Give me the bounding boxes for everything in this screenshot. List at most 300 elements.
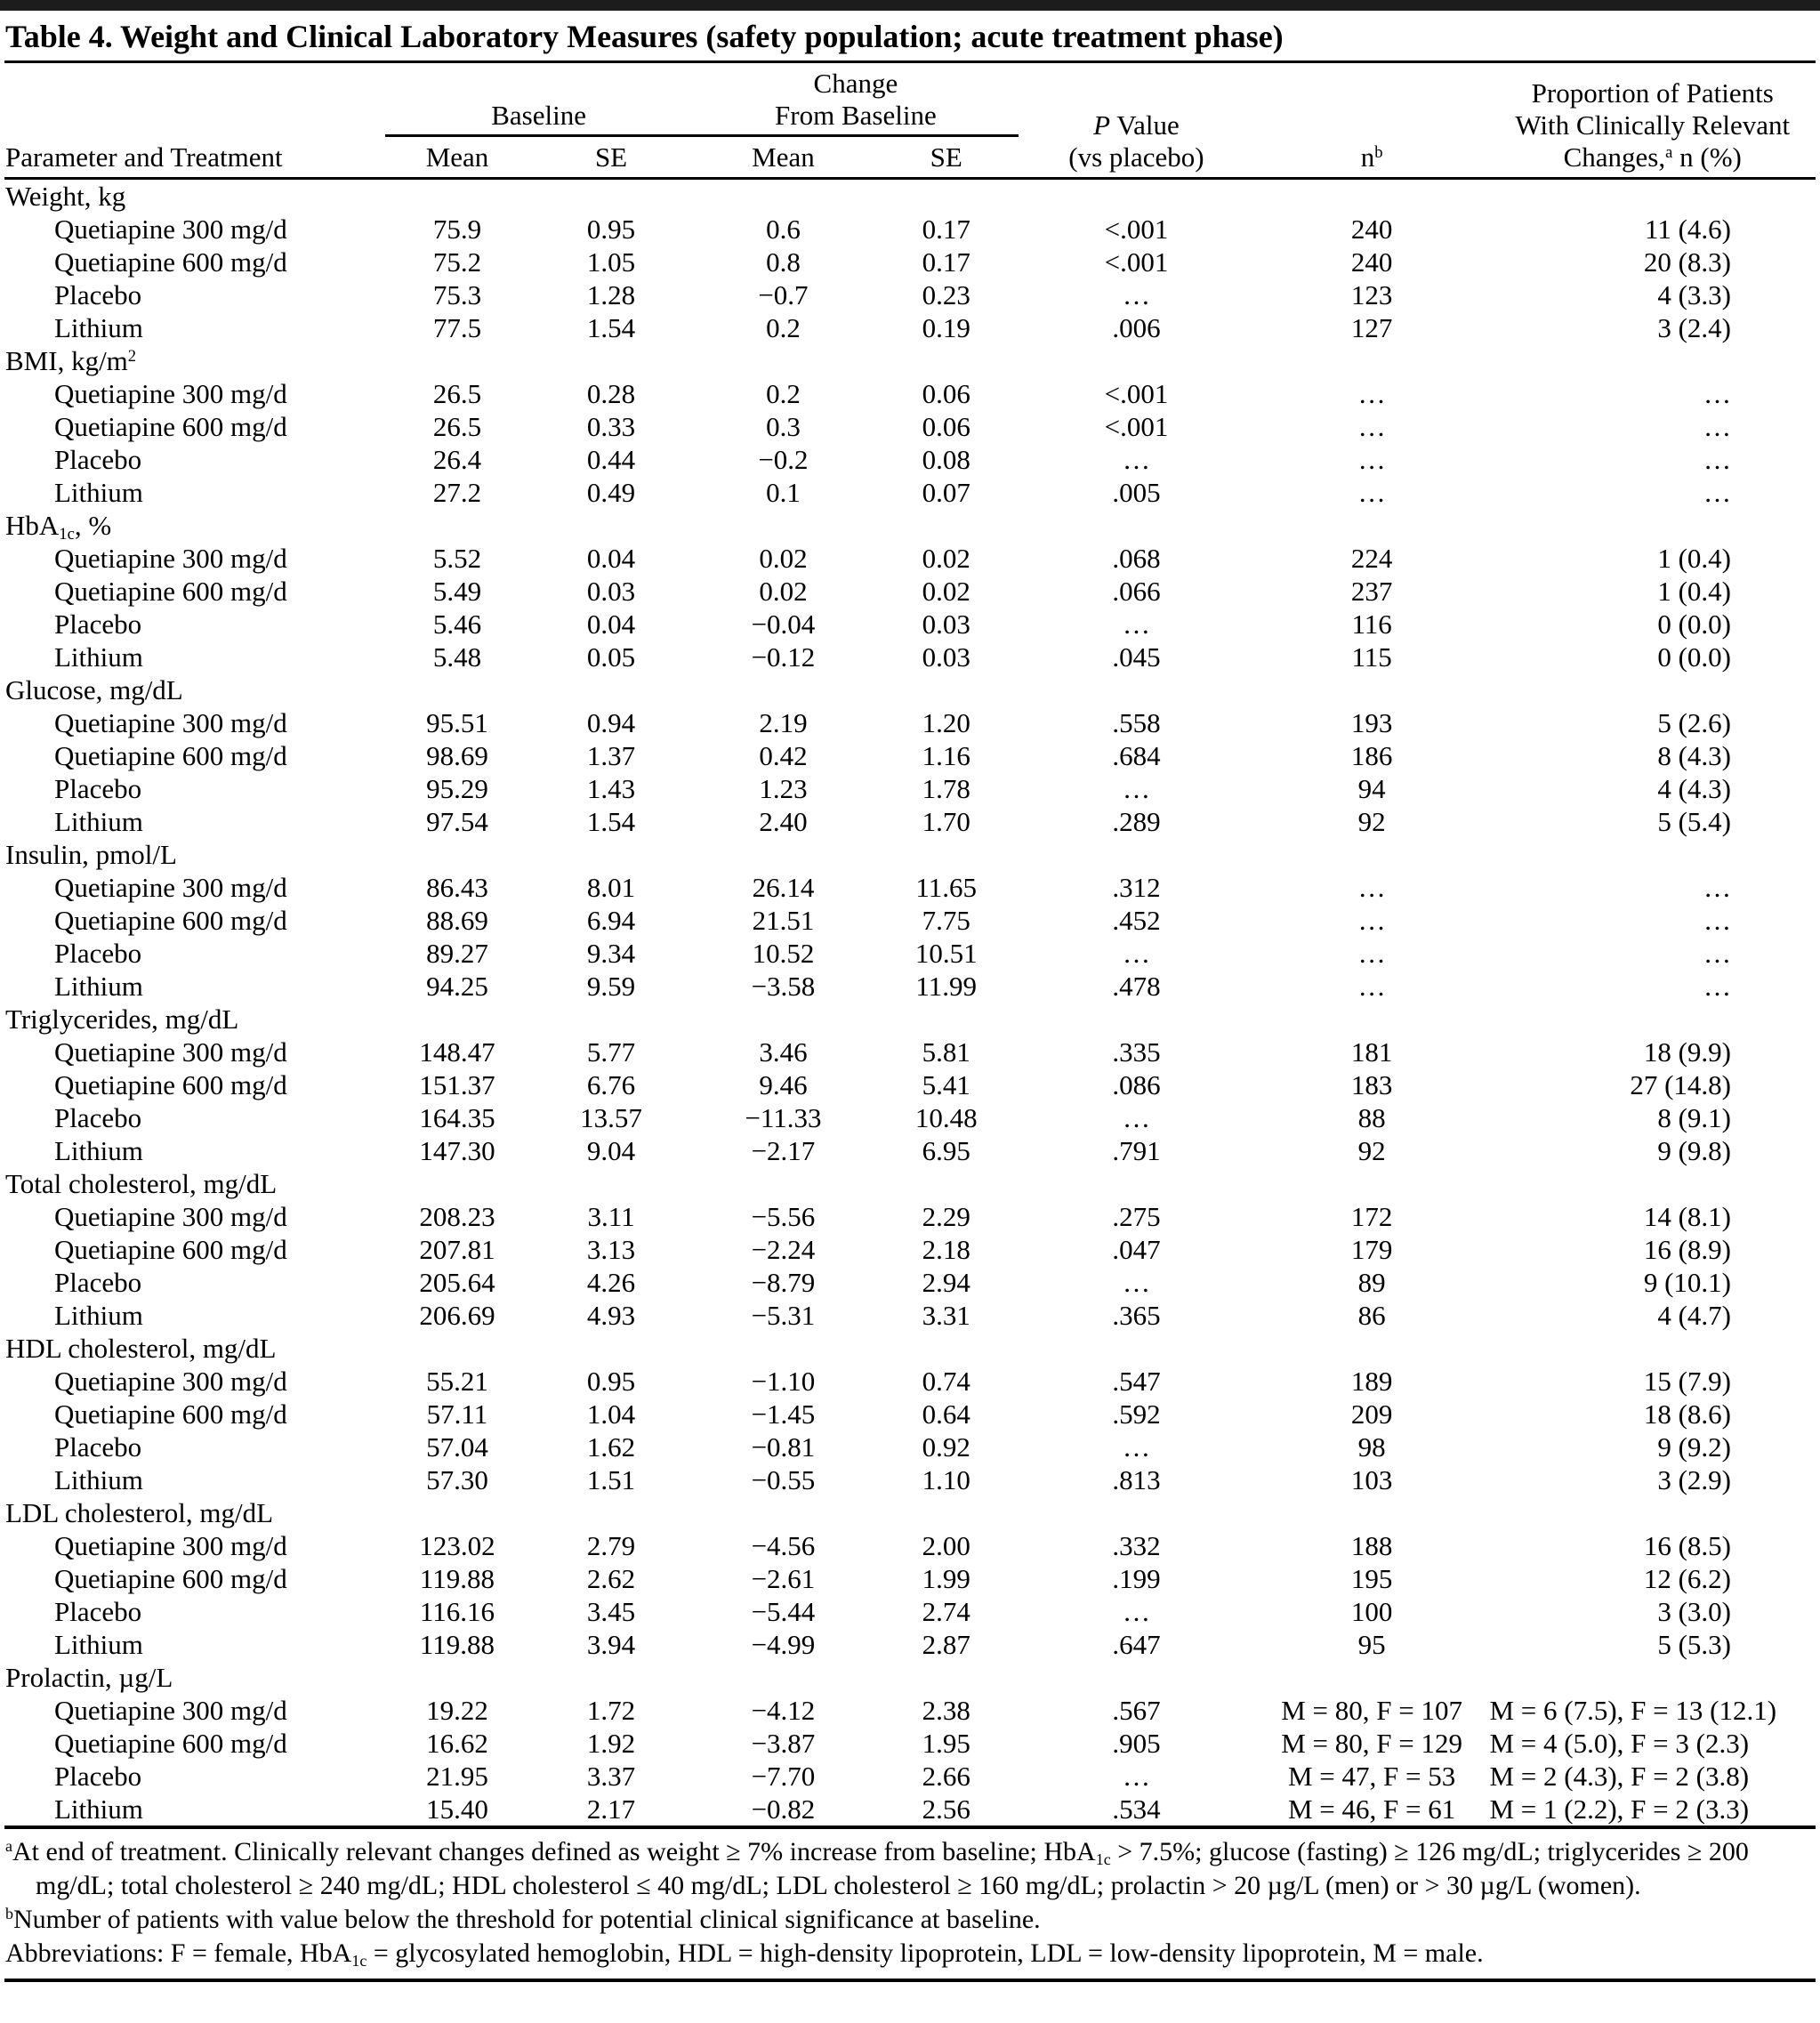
- baseline-se-cell: 0.05: [586, 641, 636, 673]
- p-value-header-italic-p: P: [1093, 109, 1111, 141]
- treatment-label: Placebo: [54, 1761, 142, 1792]
- p-value-cell: .045: [1112, 641, 1161, 673]
- baseline-mean-cell: 21.95: [426, 1761, 488, 1792]
- change-se-cell: 2.18: [922, 1234, 970, 1265]
- n-cell: 89: [1357, 1267, 1386, 1298]
- change-mean-cell: 0.2: [766, 312, 801, 343]
- parameter-group-row: [4, 1003, 1816, 1036]
- n-cell: 172: [1350, 1201, 1393, 1232]
- parameter-group-label: [4, 509, 1816, 542]
- n-cell: 95: [1357, 1629, 1386, 1660]
- change-mean-cell: −7.70: [751, 1761, 816, 1792]
- baseline-se-cell: 3.11: [587, 1201, 635, 1232]
- n-cell: 195: [1350, 1563, 1393, 1594]
- baseline-mean-cell: 164.35: [419, 1102, 495, 1133]
- baseline-se-cell: 0.95: [586, 1366, 636, 1397]
- change-se-cell: 1.78: [922, 773, 970, 804]
- n-cell: 179: [1350, 1234, 1393, 1265]
- parameter-group-label-superscript: 2: [127, 346, 137, 366]
- column-header-change-se: SE: [874, 136, 1019, 179]
- parameter-group-row: [4, 344, 1816, 377]
- data-row: [4, 871, 1816, 904]
- proportion-cell: 18 (8.6): [1643, 1398, 1731, 1430]
- p-value-header-rest: Value: [1110, 109, 1180, 141]
- p-value-cell: …: [1122, 773, 1150, 804]
- treatment-label: Quetiapine 300 mg/d: [54, 543, 287, 574]
- treatment-label: Lithium: [54, 641, 143, 673]
- baseline-mean-cell: 75.2: [432, 246, 482, 278]
- data-row: [4, 246, 1816, 278]
- data-row: [4, 1299, 1816, 1332]
- column-header-n: [1254, 63, 1490, 179]
- n-cell: 127: [1350, 312, 1393, 343]
- p-value-cell: .547: [1112, 1366, 1161, 1397]
- baseline-mean-cell: 77.5: [432, 312, 482, 343]
- n-cell: 116: [1351, 609, 1392, 640]
- treatment-label: Quetiapine 600 mg/d: [54, 740, 287, 771]
- table-body: [4, 179, 1816, 1828]
- p-value-cell: <.001: [1104, 378, 1169, 409]
- n-cell: M = 80, F = 129: [1281, 1728, 1463, 1759]
- n-cell: 92: [1357, 1135, 1386, 1166]
- treatment-label: Quetiapine 300 mg/d: [54, 872, 287, 903]
- baseline-mean-cell: 88.69: [426, 905, 488, 936]
- data-row: [4, 1200, 1816, 1233]
- baseline-mean-cell: 207.81: [419, 1234, 495, 1265]
- baseline-se-cell: 1.92: [586, 1728, 636, 1759]
- change-se-cell: 1.16: [922, 740, 970, 771]
- proportion-cell: 1 (0.4): [1657, 543, 1731, 574]
- change-se-cell: 1.99: [922, 1563, 970, 1594]
- change-se-cell: 11.99: [915, 971, 977, 1002]
- n-cell: 193: [1350, 707, 1393, 738]
- p-value-cell: .905: [1112, 1728, 1161, 1759]
- change-mean-cell: −0.82: [751, 1793, 816, 1825]
- data-row: [4, 1727, 1816, 1760]
- clinical-measures-table: [4, 63, 1816, 1829]
- baseline-se-cell: 6.94: [586, 905, 636, 936]
- p-value-cell: <.001: [1104, 411, 1169, 442]
- treatment-label: Placebo: [54, 773, 142, 804]
- baseline-mean-cell: 16.62: [426, 1728, 488, 1759]
- treatment-label: Quetiapine 600 mg/d: [54, 411, 287, 442]
- n-cell: 123: [1350, 279, 1393, 310]
- parameter-group-label-text-end: , %: [74, 510, 112, 541]
- column-header-p-value: [1019, 63, 1254, 179]
- n-cell: 224: [1350, 543, 1393, 574]
- change-se-cell: 1.95: [922, 1728, 970, 1759]
- baseline-mean-cell: 205.64: [419, 1267, 495, 1298]
- baseline-se-cell: 1.51: [586, 1464, 636, 1495]
- change-mean-cell: −8.79: [751, 1267, 816, 1298]
- treatment-label: Quetiapine 300 mg/d: [54, 1530, 287, 1561]
- change-mean-cell: −2.61: [751, 1563, 816, 1594]
- change-mean-cell: −4.99: [751, 1629, 816, 1660]
- p-value-cell: .332: [1112, 1530, 1161, 1561]
- baseline-mean-cell: 57.04: [426, 1431, 488, 1463]
- treatment-label: Placebo: [54, 1102, 142, 1133]
- n-cell: …: [1357, 971, 1386, 1002]
- data-row: [4, 1134, 1816, 1167]
- proportion-cell: 0 (0.0): [1657, 609, 1731, 640]
- proportion-cell: 12 (6.2): [1643, 1563, 1731, 1594]
- data-row: [4, 1036, 1816, 1068]
- proportion-cell: 5 (5.3): [1657, 1629, 1731, 1660]
- footnote-a: [5, 1835, 1814, 1903]
- change-mean-cell: −3.87: [751, 1728, 816, 1759]
- change-mean-cell: −5.31: [751, 1300, 816, 1331]
- p-value-header-line2: (vs placebo): [1068, 141, 1204, 173]
- p-value-cell: <.001: [1104, 214, 1169, 245]
- abbreviations-text-pre: Abbreviations: F = female, HbA: [5, 1938, 352, 1968]
- baseline-mean-cell: 75.3: [432, 279, 482, 310]
- parameter-group-label-text: Insulin, pmol/L: [5, 839, 177, 870]
- p-value-cell: .684: [1112, 740, 1161, 771]
- proportion-header-line1: Proportion of Patients: [1531, 77, 1774, 109]
- n-cell: 86: [1357, 1300, 1386, 1331]
- p-value-cell: .813: [1112, 1464, 1161, 1495]
- change-mean-cell: −4.12: [751, 1695, 816, 1726]
- treatment-label: Quetiapine 300 mg/d: [54, 1695, 287, 1726]
- change-mean-cell: 1.23: [759, 773, 808, 804]
- p-value-cell: .199: [1112, 1563, 1161, 1594]
- p-value-cell: …: [1122, 1761, 1150, 1792]
- parameter-group-label: [4, 1661, 1816, 1694]
- parameter-group-label-text: Glucose, mg/dL: [5, 674, 183, 705]
- treatment-label: Lithium: [54, 477, 143, 508]
- baseline-mean-cell: 75.9: [432, 214, 482, 245]
- parameter-group-label: [4, 1167, 1816, 1200]
- n-cell: 88: [1357, 1102, 1386, 1133]
- change-mean-cell: 0.8: [766, 246, 801, 278]
- baseline-se-cell: 4.93: [586, 1300, 636, 1331]
- n-cell: …: [1357, 444, 1386, 475]
- p-value-cell: .289: [1112, 806, 1161, 837]
- change-se-cell: 3.31: [922, 1300, 970, 1331]
- change-group-label-line1: Change: [813, 68, 898, 99]
- n-cell: …: [1357, 872, 1386, 903]
- p-value-cell: .478: [1112, 971, 1161, 1002]
- baseline-mean-cell: 95.51: [426, 707, 488, 738]
- p-value-cell: .312: [1112, 872, 1161, 903]
- baseline-se-cell: 2.17: [586, 1793, 636, 1825]
- n-cell: 183: [1350, 1069, 1393, 1100]
- change-se-cell: 0.03: [922, 609, 970, 640]
- baseline-mean-cell: 57.11: [426, 1398, 488, 1430]
- table-header: [4, 63, 1816, 179]
- treatment-label: Placebo: [54, 1267, 142, 1298]
- baseline-mean-cell: 19.22: [426, 1695, 488, 1726]
- data-row: [4, 1595, 1816, 1628]
- top-rule-bar: [0, 0, 1820, 11]
- n-cell: 186: [1350, 740, 1393, 771]
- n-cell: M = 46, F = 61: [1287, 1793, 1456, 1825]
- change-mean-cell: −2.24: [751, 1234, 816, 1265]
- baseline-se-cell: 1.62: [586, 1431, 636, 1463]
- change-mean-cell: −0.55: [751, 1464, 816, 1495]
- change-mean-cell: 0.2: [766, 378, 801, 409]
- treatment-label: Lithium: [54, 1135, 143, 1166]
- p-value-cell: .086: [1112, 1069, 1161, 1100]
- change-se-cell: 2.29: [922, 1201, 970, 1232]
- change-mean-cell: 0.02: [759, 576, 808, 607]
- data-row: [4, 1529, 1816, 1562]
- baseline-se-cell: 0.44: [586, 444, 636, 475]
- treatment-label: Lithium: [54, 971, 143, 1002]
- change-se-cell: 0.06: [922, 411, 970, 442]
- n-cell: 240: [1350, 246, 1393, 278]
- baseline-se-cell: 0.33: [586, 411, 636, 442]
- baseline-mean-cell: 98.69: [426, 740, 488, 771]
- column-group-change-from-baseline: [693, 63, 1019, 136]
- baseline-mean-cell: 123.02: [419, 1530, 495, 1561]
- column-group-baseline: [385, 63, 693, 136]
- baseline-mean-cell: 26.4: [432, 444, 482, 475]
- change-se-cell: 0.23: [922, 279, 970, 310]
- proportion-cell: 27 (14.8): [1630, 1069, 1731, 1100]
- p-value-cell: .006: [1112, 312, 1161, 343]
- change-mean-cell: 21.51: [752, 905, 815, 936]
- change-se-cell: 0.17: [922, 246, 970, 278]
- n-cell: 94: [1357, 773, 1386, 804]
- baseline-mean-cell: 116.16: [419, 1596, 495, 1627]
- p-value-cell: …: [1122, 609, 1150, 640]
- parameter-group-label-text: Triglycerides, mg/dL: [5, 1003, 239, 1035]
- change-se-cell: 0.19: [922, 312, 970, 343]
- proportion-cell: 16 (8.9): [1643, 1234, 1731, 1265]
- baseline-se-cell: 1.43: [586, 773, 636, 804]
- baseline-mean-cell: 5.46: [432, 609, 482, 640]
- baseline-se-cell: 2.62: [586, 1563, 636, 1594]
- baseline-mean-cell: 208.23: [419, 1201, 495, 1232]
- treatment-label: Quetiapine 300 mg/d: [54, 214, 287, 245]
- p-value-cell: …: [1122, 938, 1150, 969]
- change-se-cell: 2.56: [922, 1793, 970, 1825]
- proportion-header-line3: Changes,: [1563, 141, 1666, 173]
- baseline-mean-cell: 119.88: [419, 1629, 495, 1660]
- proportion-cell: M = 2 (4.3), F = 2 (3.8): [1489, 1761, 1750, 1792]
- data-row: [4, 575, 1816, 608]
- change-se-cell: 2.38: [922, 1695, 970, 1726]
- treatment-label: Quetiapine 600 mg/d: [54, 1069, 287, 1100]
- data-row: [4, 1365, 1816, 1398]
- treatment-label: Quetiapine 600 mg/d: [54, 1398, 287, 1430]
- footnote-b-marker: b: [5, 1905, 13, 1923]
- change-se-cell: 0.02: [922, 576, 970, 607]
- data-row: [4, 706, 1816, 739]
- n-cell: …: [1357, 411, 1386, 442]
- parameter-group-label: [4, 1496, 1816, 1529]
- p-value-cell: …: [1122, 1102, 1150, 1133]
- p-value-cell: .791: [1112, 1135, 1161, 1166]
- proportion-cell: 3 (2.4): [1657, 312, 1731, 343]
- baseline-se-cell: 6.76: [586, 1069, 636, 1100]
- p-value-cell: …: [1122, 1267, 1150, 1298]
- data-row: [4, 1266, 1816, 1299]
- baseline-se-cell: 2.79: [586, 1530, 636, 1561]
- baseline-mean-cell: 86.43: [426, 872, 488, 903]
- change-mean-cell: −0.12: [751, 641, 816, 673]
- change-mean-cell: −2.17: [751, 1135, 816, 1166]
- baseline-mean-cell: 94.25: [426, 971, 488, 1002]
- p-value-cell: .592: [1112, 1398, 1161, 1430]
- baseline-mean-cell: 5.52: [432, 543, 482, 574]
- treatment-label: Quetiapine 300 mg/d: [54, 1366, 287, 1397]
- baseline-mean-cell: 97.54: [426, 806, 488, 837]
- treatment-label: Quetiapine 600 mg/d: [54, 246, 287, 278]
- baseline-se-cell: 1.54: [586, 312, 636, 343]
- baseline-mean-cell: 151.37: [419, 1069, 495, 1100]
- p-value-cell: .047: [1112, 1234, 1161, 1265]
- column-header-parameter: Parameter and Treatment: [4, 63, 385, 179]
- n-cell: 240: [1350, 214, 1393, 245]
- baseline-mean-cell: 15.40: [426, 1793, 488, 1825]
- treatment-label: Quetiapine 300 mg/d: [54, 707, 287, 738]
- change-mean-cell: −11.33: [745, 1102, 822, 1133]
- p-value-cell: <.001: [1104, 246, 1169, 278]
- baseline-mean-cell: 147.30: [419, 1135, 495, 1166]
- proportion-cell: M = 1 (2.2), F = 2 (3.3): [1489, 1793, 1750, 1825]
- n-cell: 98: [1357, 1431, 1386, 1463]
- data-row: [4, 1101, 1816, 1134]
- proportion-cell: 3 (2.9): [1657, 1464, 1731, 1495]
- baseline-se-cell: 5.77: [586, 1036, 636, 1068]
- footnote-a-subscript-1c: 1c: [1095, 1850, 1111, 1869]
- data-row: [4, 904, 1816, 937]
- change-se-cell: 5.81: [922, 1036, 970, 1068]
- change-se-cell: 11.65: [915, 872, 977, 903]
- parameter-group-row: [4, 1661, 1816, 1694]
- baseline-mean-cell: 119.88: [419, 1563, 495, 1594]
- proportion-cell: 11 (4.6): [1645, 214, 1731, 245]
- n-cell: 188: [1350, 1530, 1393, 1561]
- n-header-superscript-b: b: [1374, 142, 1383, 162]
- baseline-se-cell: 3.37: [586, 1761, 636, 1792]
- data-row: [4, 1068, 1816, 1101]
- change-se-cell: 7.75: [922, 905, 970, 936]
- treatment-label: Placebo: [54, 609, 142, 640]
- proportion-cell: 20 (8.3): [1643, 246, 1731, 278]
- data-row: [4, 1628, 1816, 1661]
- n-cell: 103: [1350, 1464, 1393, 1495]
- parameter-group-label: [4, 1003, 1816, 1036]
- n-cell: 209: [1350, 1398, 1393, 1430]
- change-mean-cell: −5.56: [751, 1201, 816, 1232]
- change-mean-cell: 9.46: [759, 1069, 808, 1100]
- change-se-cell: 0.07: [922, 477, 970, 508]
- data-row: [4, 1793, 1816, 1827]
- baseline-se-cell: 4.26: [586, 1267, 636, 1298]
- data-row: [4, 1760, 1816, 1793]
- n-cell: …: [1357, 477, 1386, 508]
- data-row: [4, 608, 1816, 641]
- p-value-cell: …: [1122, 1596, 1150, 1627]
- proportion-cell: 4 (3.3): [1657, 279, 1731, 310]
- change-se-cell: 1.70: [922, 806, 970, 837]
- treatment-label: Lithium: [54, 1300, 143, 1331]
- treatment-label: Lithium: [54, 1629, 143, 1660]
- proportion-header-superscript-a: a: [1665, 142, 1673, 162]
- parameter-group-label-text: HbA: [5, 510, 60, 541]
- proportion-cell: …: [1703, 477, 1731, 508]
- parameter-group-row: [4, 1332, 1816, 1365]
- parameter-group-label: [4, 1332, 1816, 1365]
- baseline-se-cell: 0.04: [586, 543, 636, 574]
- proportion-cell: …: [1703, 411, 1731, 442]
- treatment-label: Quetiapine 600 mg/d: [54, 1234, 287, 1265]
- footnote-b: [5, 1903, 1814, 1937]
- p-value-cell: .335: [1112, 1036, 1161, 1068]
- baseline-se-cell: 1.04: [586, 1398, 636, 1430]
- baseline-se-cell: 1.37: [586, 740, 636, 771]
- proportion-cell: 0 (0.0): [1657, 641, 1731, 673]
- proportion-cell: …: [1703, 444, 1731, 475]
- baseline-se-cell: 3.13: [586, 1234, 636, 1265]
- column-header-change-mean: Mean: [693, 136, 874, 179]
- proportion-cell: 9 (9.2): [1657, 1431, 1731, 1463]
- data-row: [4, 1233, 1816, 1266]
- treatment-label: Placebo: [54, 1431, 142, 1463]
- p-value-cell: .534: [1112, 1793, 1161, 1825]
- change-mean-cell: 0.42: [759, 740, 808, 771]
- p-value-cell: .647: [1112, 1629, 1161, 1660]
- change-se-cell: 2.74: [922, 1596, 970, 1627]
- proportion-cell: 1 (0.4): [1657, 576, 1731, 607]
- proportion-cell: 16 (8.5): [1643, 1530, 1731, 1561]
- parameter-group-row: [4, 509, 1816, 542]
- baseline-se-cell: 0.94: [586, 707, 636, 738]
- change-mean-cell: −0.81: [751, 1431, 816, 1463]
- baseline-mean-cell: 95.29: [426, 773, 488, 804]
- change-se-cell: 2.87: [922, 1629, 970, 1660]
- n-cell: 115: [1351, 641, 1392, 673]
- baseline-se-cell: 0.28: [586, 378, 636, 409]
- change-se-cell: 2.94: [922, 1267, 970, 1298]
- treatment-label: Placebo: [54, 1596, 142, 1627]
- change-mean-cell: 0.02: [759, 543, 808, 574]
- change-mean-cell: −0.04: [751, 609, 816, 640]
- treatment-label: Quetiapine 600 mg/d: [54, 576, 287, 607]
- treatment-label: Lithium: [54, 806, 143, 837]
- n-cell: 92: [1357, 806, 1386, 837]
- data-row: [4, 1694, 1816, 1727]
- proportion-header-line2: With Clinically Relevant: [1515, 109, 1791, 141]
- parameter-group-label: [4, 179, 1816, 214]
- parameter-group-label: [4, 673, 1816, 706]
- data-row: [4, 410, 1816, 443]
- data-row: [4, 213, 1816, 246]
- treatment-label: Quetiapine 300 mg/d: [54, 1036, 287, 1068]
- proportion-header-line3-end: n (%): [1672, 141, 1742, 173]
- parameter-group-row: [4, 179, 1816, 214]
- n-cell: M = 80, F = 107: [1281, 1695, 1463, 1726]
- baseline-mean-cell: 5.49: [432, 576, 482, 607]
- parameter-group-label-text: LDL cholesterol, mg/dL: [5, 1497, 274, 1528]
- change-se-cell: 0.74: [922, 1366, 970, 1397]
- change-se-cell: 0.08: [922, 444, 970, 475]
- n-header-label: n: [1360, 141, 1375, 173]
- p-value-cell: …: [1122, 279, 1150, 310]
- table-title: Table 4. Weight and Clinical Laboratory Measures (safety population; acute treatment phase): [4, 11, 1816, 63]
- baseline-mean-cell: 26.5: [432, 378, 482, 409]
- treatment-label: Placebo: [54, 279, 142, 310]
- data-row: [4, 1562, 1816, 1595]
- p-value-cell: .558: [1112, 707, 1161, 738]
- baseline-se-cell: 1.54: [586, 806, 636, 837]
- change-se-cell: 2.66: [922, 1761, 970, 1792]
- column-header-baseline-se: SE: [529, 136, 692, 179]
- change-mean-cell: −1.45: [751, 1398, 816, 1430]
